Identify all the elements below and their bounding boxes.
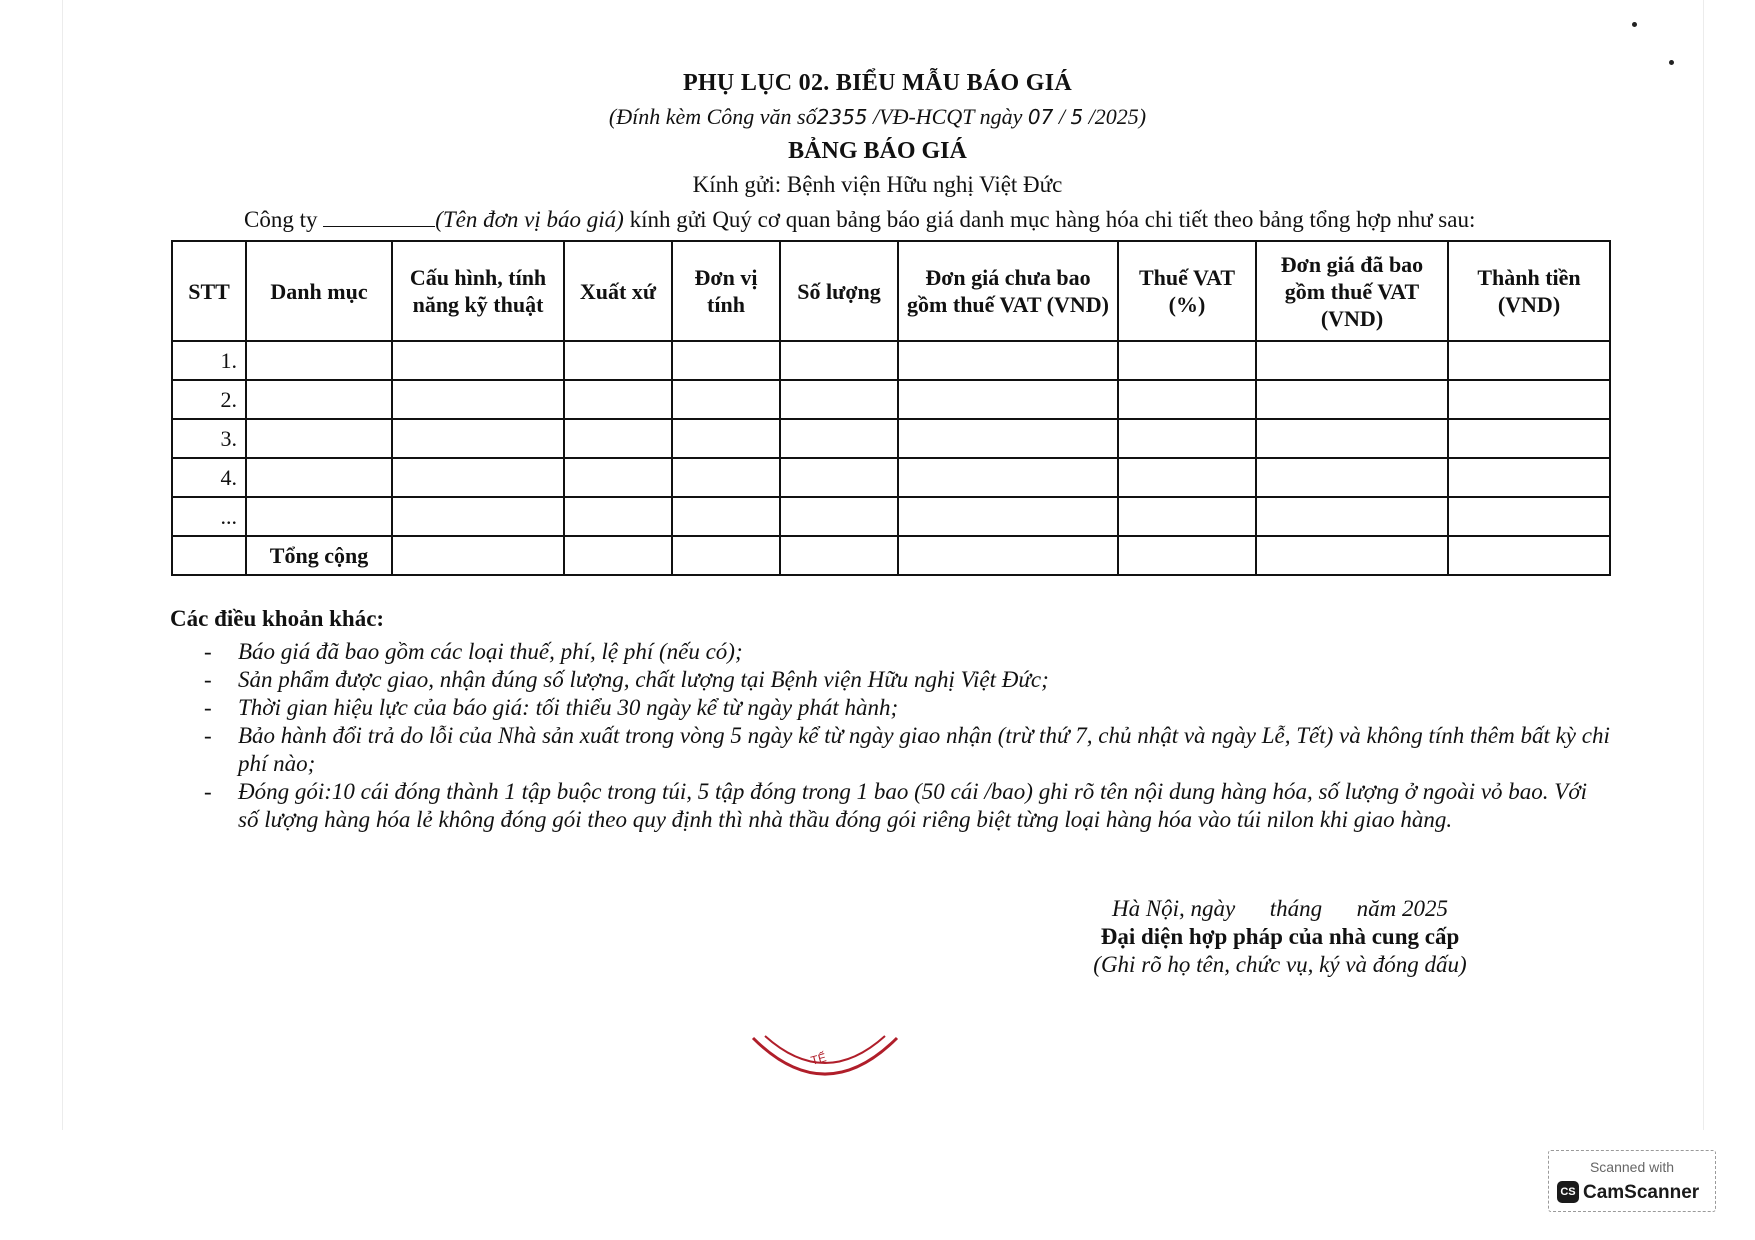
- cell-don-gia-da-vat[interactable]: [1256, 380, 1448, 419]
- cell-thanh-tien[interactable]: [1448, 380, 1610, 419]
- total-label: Tổng cộng: [246, 536, 392, 575]
- cell-cau-hinh[interactable]: [392, 380, 564, 419]
- header-don-vi-tinh: Đơn vị tính: [672, 241, 780, 341]
- cell-don-gia-da-vat[interactable]: [1256, 497, 1448, 536]
- table-header-row: [172, 241, 1610, 341]
- header-so-luong: Số lượng: [780, 241, 898, 341]
- cell-cau-hinh[interactable]: [392, 419, 564, 458]
- cell-don-gia-chua-vat[interactable]: [898, 536, 1118, 575]
- red-seal-stamp: [745, 1030, 905, 1092]
- attachment-separator: /: [1053, 104, 1071, 129]
- cell-so-luong[interactable]: [780, 458, 898, 497]
- cell-cau-hinh[interactable]: [392, 341, 564, 380]
- total-stt-cell: [172, 536, 246, 575]
- cell-thue-vat[interactable]: [1118, 380, 1256, 419]
- intro-company-label: Công ty: [244, 207, 324, 232]
- attachment-middle: /VĐ-HCQT ngày: [867, 104, 1028, 129]
- company-blank-line: [323, 208, 435, 227]
- cell-don-gia-chua-vat[interactable]: [898, 458, 1118, 497]
- cell-cau-hinh[interactable]: [392, 497, 564, 536]
- cell-so-luong[interactable]: [780, 341, 898, 380]
- cell-thanh-tien[interactable]: [1448, 458, 1610, 497]
- table-row: [172, 458, 1610, 497]
- document-title: PHỤ LỤC 02. BIỂU MẪU BÁO GIÁ: [682, 70, 1073, 96]
- scanned-with-caption: Scanned with: [1589, 1159, 1675, 1175]
- table-row: [172, 380, 1610, 419]
- cell-thanh-tien[interactable]: [1448, 341, 1610, 380]
- row-number: 3.: [172, 419, 246, 458]
- handwritten-number: 2355: [816, 105, 868, 129]
- header-thue-vat: Thuế VAT (%): [1118, 241, 1256, 341]
- cell-thanh-tien[interactable]: [1448, 419, 1610, 458]
- camscanner-name: CamScanner: [1583, 1182, 1700, 1203]
- attachment-suffix: /2025): [1083, 104, 1147, 129]
- cell-don-gia-chua-vat[interactable]: [898, 380, 1118, 419]
- camscanner-badge: [1548, 1150, 1716, 1212]
- cell-don-gia-da-vat[interactable]: [1256, 536, 1448, 575]
- bullet-dash: -: [204, 667, 212, 692]
- row-number: 4.: [172, 458, 246, 497]
- cell-don-vi-tinh[interactable]: [672, 380, 780, 419]
- cell-thue-vat[interactable]: [1118, 497, 1256, 536]
- cell-so-luong[interactable]: [780, 380, 898, 419]
- camscanner-logo-icon: CS: [1557, 1181, 1579, 1203]
- terms-heading: Các điều khoản khác:: [170, 606, 385, 631]
- table-row: [172, 419, 1610, 458]
- attachment-prefix: (Đính kèm Công văn số: [608, 104, 817, 129]
- table-row: [172, 341, 1610, 380]
- cell-don-gia-chua-vat[interactable]: [898, 341, 1118, 380]
- cell-thue-vat[interactable]: [1118, 419, 1256, 458]
- cell-danh-muc[interactable]: [246, 380, 392, 419]
- scan-speck: [1632, 22, 1637, 27]
- cell-danh-muc[interactable]: [246, 341, 392, 380]
- cell-don-vi-tinh[interactable]: [672, 497, 780, 536]
- header-thanh-tien: Thành tiền (VND): [1448, 241, 1610, 341]
- header-danh-muc: Danh mục: [246, 241, 392, 341]
- cell-thue-vat[interactable]: [1118, 458, 1256, 497]
- cell-don-gia-chua-vat[interactable]: [898, 497, 1118, 536]
- signature-note: (Ghi rõ họ tên, chức vụ, ký và đóng dấu): [1093, 952, 1467, 977]
- cell-cau-hinh[interactable]: [392, 536, 564, 575]
- handwritten-month: 5: [1070, 105, 1084, 129]
- cell-thanh-tien[interactable]: [1448, 497, 1610, 536]
- header-xuat-xu: Xuất xứ: [564, 241, 672, 341]
- table-total-row: [172, 536, 1610, 575]
- row-number: 2.: [172, 380, 246, 419]
- table-row: [172, 497, 1610, 536]
- row-number: 1.: [172, 341, 246, 380]
- intro-placeholder: (Tên đơn vị báo giá): [435, 207, 624, 232]
- cell-so-luong[interactable]: [780, 419, 898, 458]
- term-text: Bảo hành đổi trả do lỗi của Nhà sản xuất trong vòng 5 ngày kể từ ngày giao nhận (trừ thứ 7, chủ nhật và ngày Lễ, Tết) và không tính thêm bất kỳ chi phí nào;: [238, 723, 1610, 776]
- header-don-gia-chua-vat: Đơn giá chưa bao gồm thuế VAT (VND): [898, 241, 1118, 341]
- cell-xuat-xu[interactable]: [564, 497, 672, 536]
- cell-danh-muc[interactable]: [246, 419, 392, 458]
- cell-xuat-xu[interactable]: [564, 536, 672, 575]
- cell-don-gia-chua-vat[interactable]: [898, 419, 1118, 458]
- bullet-dash: -: [204, 639, 212, 664]
- header-don-gia-da-vat: Đơn giá đã bao gồm thuế VAT (VND): [1256, 241, 1448, 341]
- cell-so-luong[interactable]: [780, 497, 898, 536]
- cell-don-vi-tinh[interactable]: [672, 419, 780, 458]
- term-text: Sản phẩm được giao, nhận đúng số lượng, chất lượng tại Bệnh viện Hữu nghị Việt Đức;: [238, 667, 1049, 692]
- bullet-dash: -: [204, 695, 212, 720]
- scan-speck: [1669, 60, 1674, 65]
- header-stt: STT: [172, 241, 246, 341]
- cell-don-gia-da-vat[interactable]: [1256, 419, 1448, 458]
- addressee: Kính gửi: Bệnh viện Hữu nghị Việt Đức: [692, 172, 1063, 197]
- cell-xuat-xu[interactable]: [564, 341, 672, 380]
- list-item: [170, 638, 1610, 666]
- list-item: [170, 778, 1610, 834]
- terms-list: [170, 638, 1610, 834]
- cell-don-gia-da-vat[interactable]: [1256, 341, 1448, 380]
- cell-don-gia-da-vat[interactable]: [1256, 458, 1448, 497]
- signature-place-date: Hà Nội, ngày tháng năm 2025: [1111, 896, 1449, 921]
- term-text: Đóng gói:10 cái đóng thành 1 tập buộc trong túi, 5 tập đóng trong 1 bao (50 cái /bao) ghi rõ tên nội dung hàng hóa, số lượng ở ngoài vỏ bao. Với số lượng hàng hóa lẻ không đóng gói theo quy định thì nhà thầu đóng gói riêng biệt từng loại hàng hóa vào túi nilon khi giao hàng.: [238, 779, 1588, 832]
- cell-thue-vat[interactable]: [1118, 341, 1256, 380]
- stamp-text: TẾ: [809, 1050, 828, 1068]
- cell-so-luong[interactable]: [780, 536, 898, 575]
- cell-xuat-xu[interactable]: [564, 380, 672, 419]
- term-text: Thời gian hiệu lực của báo giá: tối thiểu 30 ngày kể từ ngày phát hành;: [238, 695, 899, 720]
- cell-don-vi-tinh[interactable]: [672, 458, 780, 497]
- attachment-reference: [0, 104, 1755, 130]
- list-item: [170, 666, 1610, 694]
- header-cau-hinh: Cấu hình, tính năng kỹ thuật: [392, 241, 564, 341]
- handwritten-day: 07: [1027, 105, 1054, 129]
- cell-danh-muc[interactable]: [246, 458, 392, 497]
- cell-xuat-xu[interactable]: [564, 458, 672, 497]
- cell-don-vi-tinh[interactable]: [672, 341, 780, 380]
- list-item: [170, 694, 1610, 722]
- quote-subtitle: BẢNG BÁO GIÁ: [788, 138, 967, 164]
- intro-rest: kính gửi Quý cơ quan bảng báo giá danh mục hàng hóa chi tiết theo bảng tổng hợp như sau:: [623, 207, 1476, 232]
- bullet-dash: -: [204, 779, 212, 804]
- signature-role: Đại diện hợp pháp của nhà cung cấp: [1100, 924, 1460, 949]
- term-text: Báo giá đã bao gồm các loại thuế, phí, lệ phí (nếu có);: [238, 639, 743, 664]
- cell-cau-hinh[interactable]: [392, 458, 564, 497]
- cell-xuat-xu[interactable]: [564, 419, 672, 458]
- cell-don-vi-tinh[interactable]: [672, 536, 780, 575]
- quote-table: [171, 240, 1611, 576]
- bullet-dash: -: [204, 723, 212, 748]
- cell-danh-muc[interactable]: [246, 497, 392, 536]
- row-number: ...: [172, 497, 246, 536]
- cell-thanh-tien-total[interactable]: [1448, 536, 1610, 575]
- cell-thue-vat[interactable]: [1118, 536, 1256, 575]
- intro-sentence: [244, 207, 1475, 233]
- list-item: [170, 722, 1610, 778]
